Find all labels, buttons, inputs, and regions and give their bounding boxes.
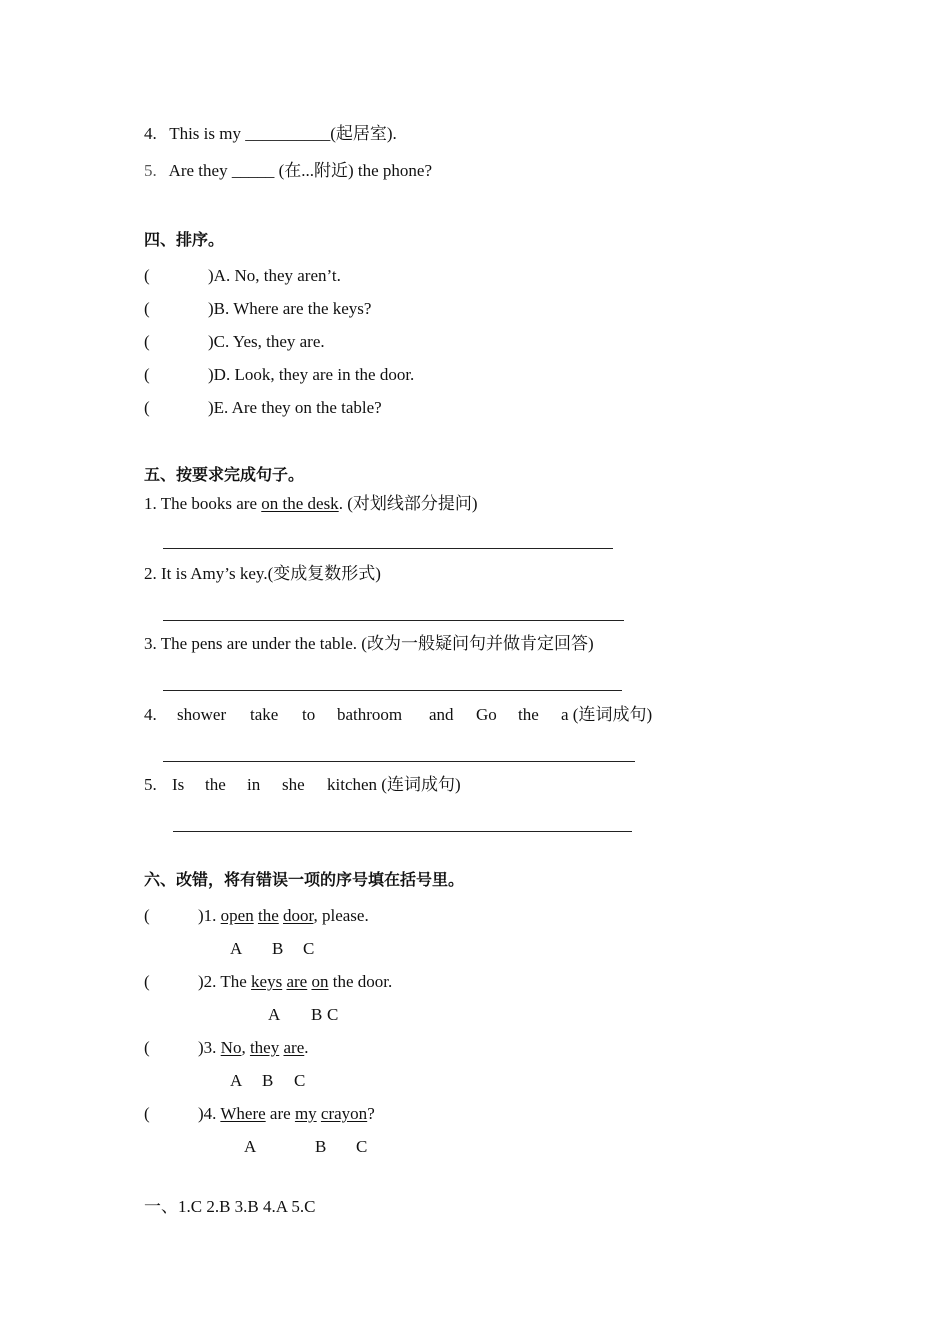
question-5-2: 2. It is Amy’s key.(变成复数形式) (144, 564, 381, 583)
item-text: )D. Look, they are in the door. (208, 365, 415, 384)
open-paren: ( (144, 906, 150, 925)
underlined-option: on (311, 972, 329, 991)
option-letter: B (262, 1071, 274, 1090)
option-letter: B (272, 939, 284, 958)
section-6-title: 六、改错，将有错误一项的序号填在括号里。 (144, 870, 465, 889)
option-letter: C (294, 1071, 306, 1090)
answer-key-line: 一、1.C 2.B 3.B 4.A 5.C (144, 1197, 316, 1216)
underlined-option: No (220, 1038, 242, 1057)
option-letter: C (356, 1137, 368, 1156)
sentence (198, 1104, 375, 1124)
text: the door. (328, 972, 393, 991)
question-number: 4. (144, 705, 157, 724)
option-letter: B (315, 1137, 327, 1156)
word: the (518, 705, 539, 724)
answer-line (163, 620, 624, 621)
question-text: Are they _____ (在...附近) the phone? (168, 161, 432, 180)
open-paren: ( (144, 266, 150, 285)
text: ? (367, 1104, 375, 1123)
answer-line (163, 548, 613, 549)
option-letter: C (327, 1005, 339, 1024)
text: . (304, 1038, 309, 1057)
underlined-option: keys (251, 972, 283, 991)
text: )1. (198, 906, 221, 925)
sentence (198, 906, 369, 926)
text: )2. The (198, 972, 252, 991)
question-3-5 (144, 161, 432, 181)
word: bathroom (337, 705, 403, 724)
option-letter: B (311, 1005, 323, 1024)
answer-line (163, 761, 635, 762)
open-paren: ( (144, 365, 150, 384)
open-paren: ( (144, 332, 150, 351)
underlined-option: Where (220, 1104, 266, 1123)
open-paren: ( (144, 398, 150, 417)
underlined-option: my (294, 1104, 317, 1123)
open-paren: ( (144, 1104, 150, 1123)
answer-line (173, 831, 632, 832)
open-paren: ( (144, 1038, 150, 1057)
item-text: )B. Where are the keys? (208, 299, 372, 318)
underlined-option: door (283, 906, 314, 925)
underlined-option: are (286, 972, 308, 991)
underlined-option: crayon (320, 1104, 368, 1123)
underlined-option: are (283, 1038, 305, 1057)
question-number: 4. (144, 124, 157, 143)
text: are (265, 1104, 295, 1123)
word: Go (476, 705, 497, 724)
underlined-option: open (220, 906, 254, 925)
word: she (282, 775, 305, 794)
underlined-option: the (257, 906, 279, 925)
text: )3. (198, 1038, 221, 1057)
word: shower (177, 705, 227, 724)
word: Is (172, 775, 185, 794)
question-number: 5. (144, 775, 157, 794)
item-text: )A. No, they aren’t. (208, 266, 341, 285)
option-letter: A (230, 939, 243, 958)
question-5-3: 3. The pens are under the table. (改为一般疑问句并做肯定回答) (144, 634, 594, 653)
question-3-4 (144, 124, 397, 144)
open-paren: ( (144, 299, 150, 318)
word: the (205, 775, 226, 794)
open-paren: ( (144, 972, 150, 991)
option-letter: C (303, 939, 315, 958)
option-letter: A (230, 1071, 243, 1090)
item-text: )C. Yes, they are. (208, 332, 325, 351)
question-5-1 (144, 494, 478, 514)
question-number: 5. (144, 161, 157, 180)
text: 1. The books are (144, 494, 262, 513)
underlined-option: they (249, 1038, 280, 1057)
text: )4. (198, 1104, 221, 1123)
word: take (250, 705, 279, 724)
question-text: This is my __________(起居室). (169, 124, 397, 143)
sentence (198, 1038, 309, 1058)
section-4-title: 四、排序。 (144, 230, 225, 249)
option-letter: A (268, 1005, 281, 1024)
word: a (连词成句) (561, 705, 653, 724)
item-text: )E. Are they on the table? (208, 398, 382, 417)
sentence (198, 972, 392, 992)
section-5-title: 五、按要求完成句子。 (144, 465, 305, 484)
text: , (241, 1038, 250, 1057)
word: and (429, 705, 454, 724)
word: to (302, 705, 316, 724)
underlined-text: on the desk (261, 494, 339, 513)
option-letter: A (244, 1137, 257, 1156)
answer-line (163, 690, 622, 691)
word: kitchen (连词成句) (327, 775, 461, 794)
text: . (对划线部分提问) (338, 494, 478, 513)
text: , please. (313, 906, 369, 925)
word: in (247, 775, 261, 794)
